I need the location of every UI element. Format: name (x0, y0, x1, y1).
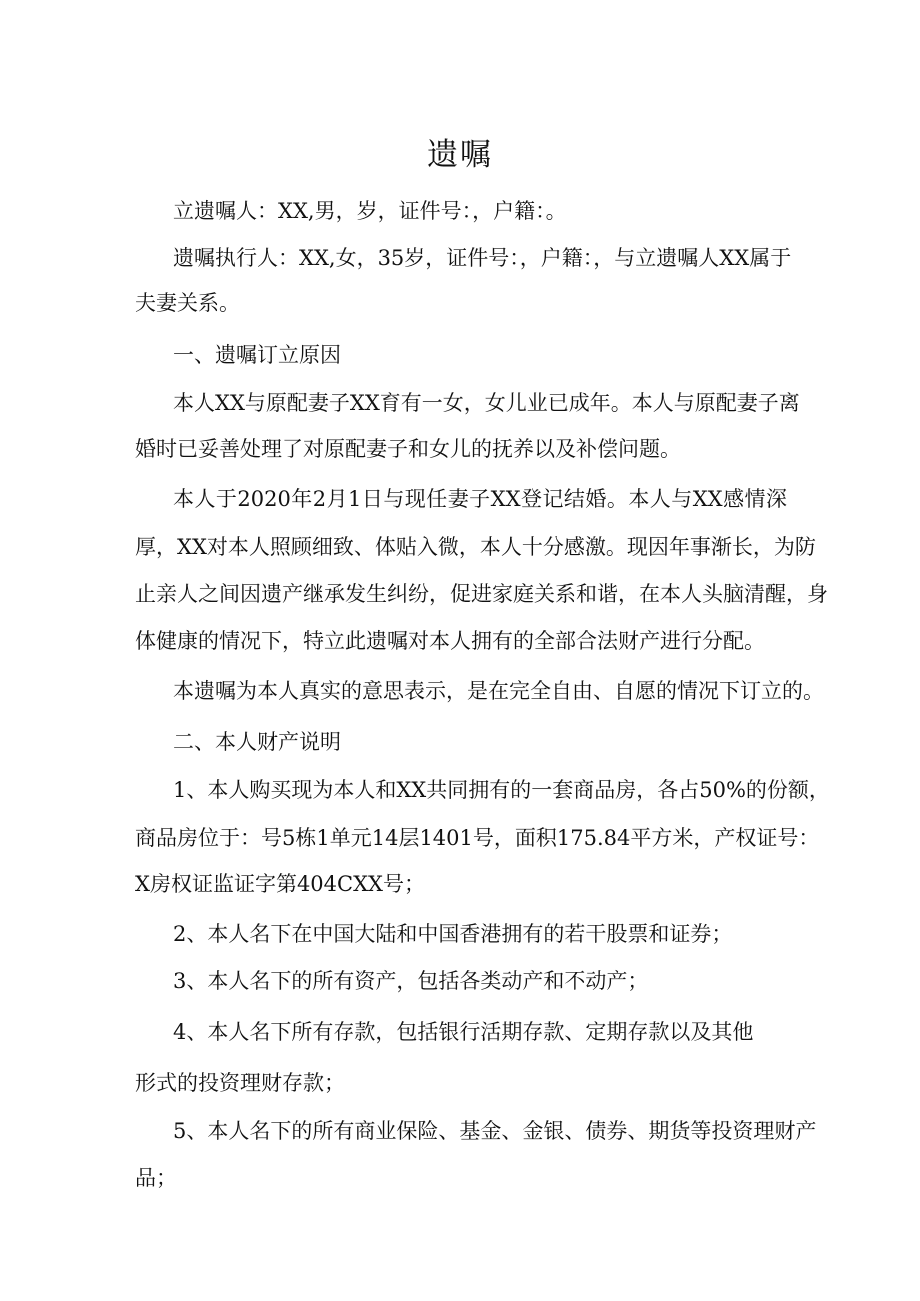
section-heading-1: 一、遗嘱订立原因 (173, 343, 341, 367)
property-item-2: 2、本人名下在中国大陆和中国香港拥有的若干股票和证券； (173, 922, 733, 946)
document-title: 遗嘱 (427, 137, 493, 173)
property-item-5-cont: 品； (135, 1166, 177, 1190)
paragraph-line: 厚，XX对本人照顾细致、体贴入微，本人十分感激。现因年事渐长，为防 (135, 535, 816, 559)
property-item-3: 3、本人名下的所有资产，包括各类动产和不动产； (173, 969, 649, 993)
property-item-1: 1、本人购买现为本人和XX共同拥有的一套商品房，各占50%的份额， (173, 778, 830, 802)
paragraph-line: 本人于2020年2月1日与现任妻子XX登记结婚。本人与XX感情深 (173, 487, 787, 511)
section-heading-2: 二、本人财产说明 (173, 730, 341, 754)
paragraph-line: 婚时已妥善处理了对原配妻子和女儿的抚养以及补偿问题。 (135, 437, 681, 461)
property-item-4: 4、本人名下所有存款，包括银行活期存款、定期存款以及其他 (173, 1020, 754, 1044)
property-item-4-cont: 形式的投资理财存款； (135, 1071, 345, 1095)
paragraph-line: 本遗嘱为本人真实的意思表示，是在完全自由、自愿的情况下订立的。 (173, 679, 824, 703)
executor-line-cont: 夫妻关系。 (135, 291, 240, 315)
testator-line: 立遗嘱人：XX,男，岁，证件号：，户籍：。 (173, 199, 567, 223)
property-item-1-cont: X房权证监证字第404CXX号； (135, 872, 426, 896)
property-item-5: 5、本人名下的所有商业保险、基金、金银、债券、期货等投资理财产 (173, 1119, 817, 1143)
paragraph-line: 体健康的情况下，特立此遗嘱对本人拥有的全部合法财产进行分配。 (135, 629, 765, 653)
executor-line: 遗嘱执行人：XX,女，35岁，证件号：，户籍：，与立遗嘱人XX属于 (173, 246, 792, 270)
property-item-1-cont: 商品房位于：号5栋1单元14层1401号，面积175.84平方米，产权证号： (135, 826, 820, 850)
paragraph-line: 本人XX与原配妻子XX育有一女，女儿业已成年。本人与原配妻子离 (173, 391, 800, 415)
paragraph-line: 止亲人之间因遗产继承发生纠纷，促进家庭关系和谐，在本人头脑清醒，身 (135, 582, 828, 606)
